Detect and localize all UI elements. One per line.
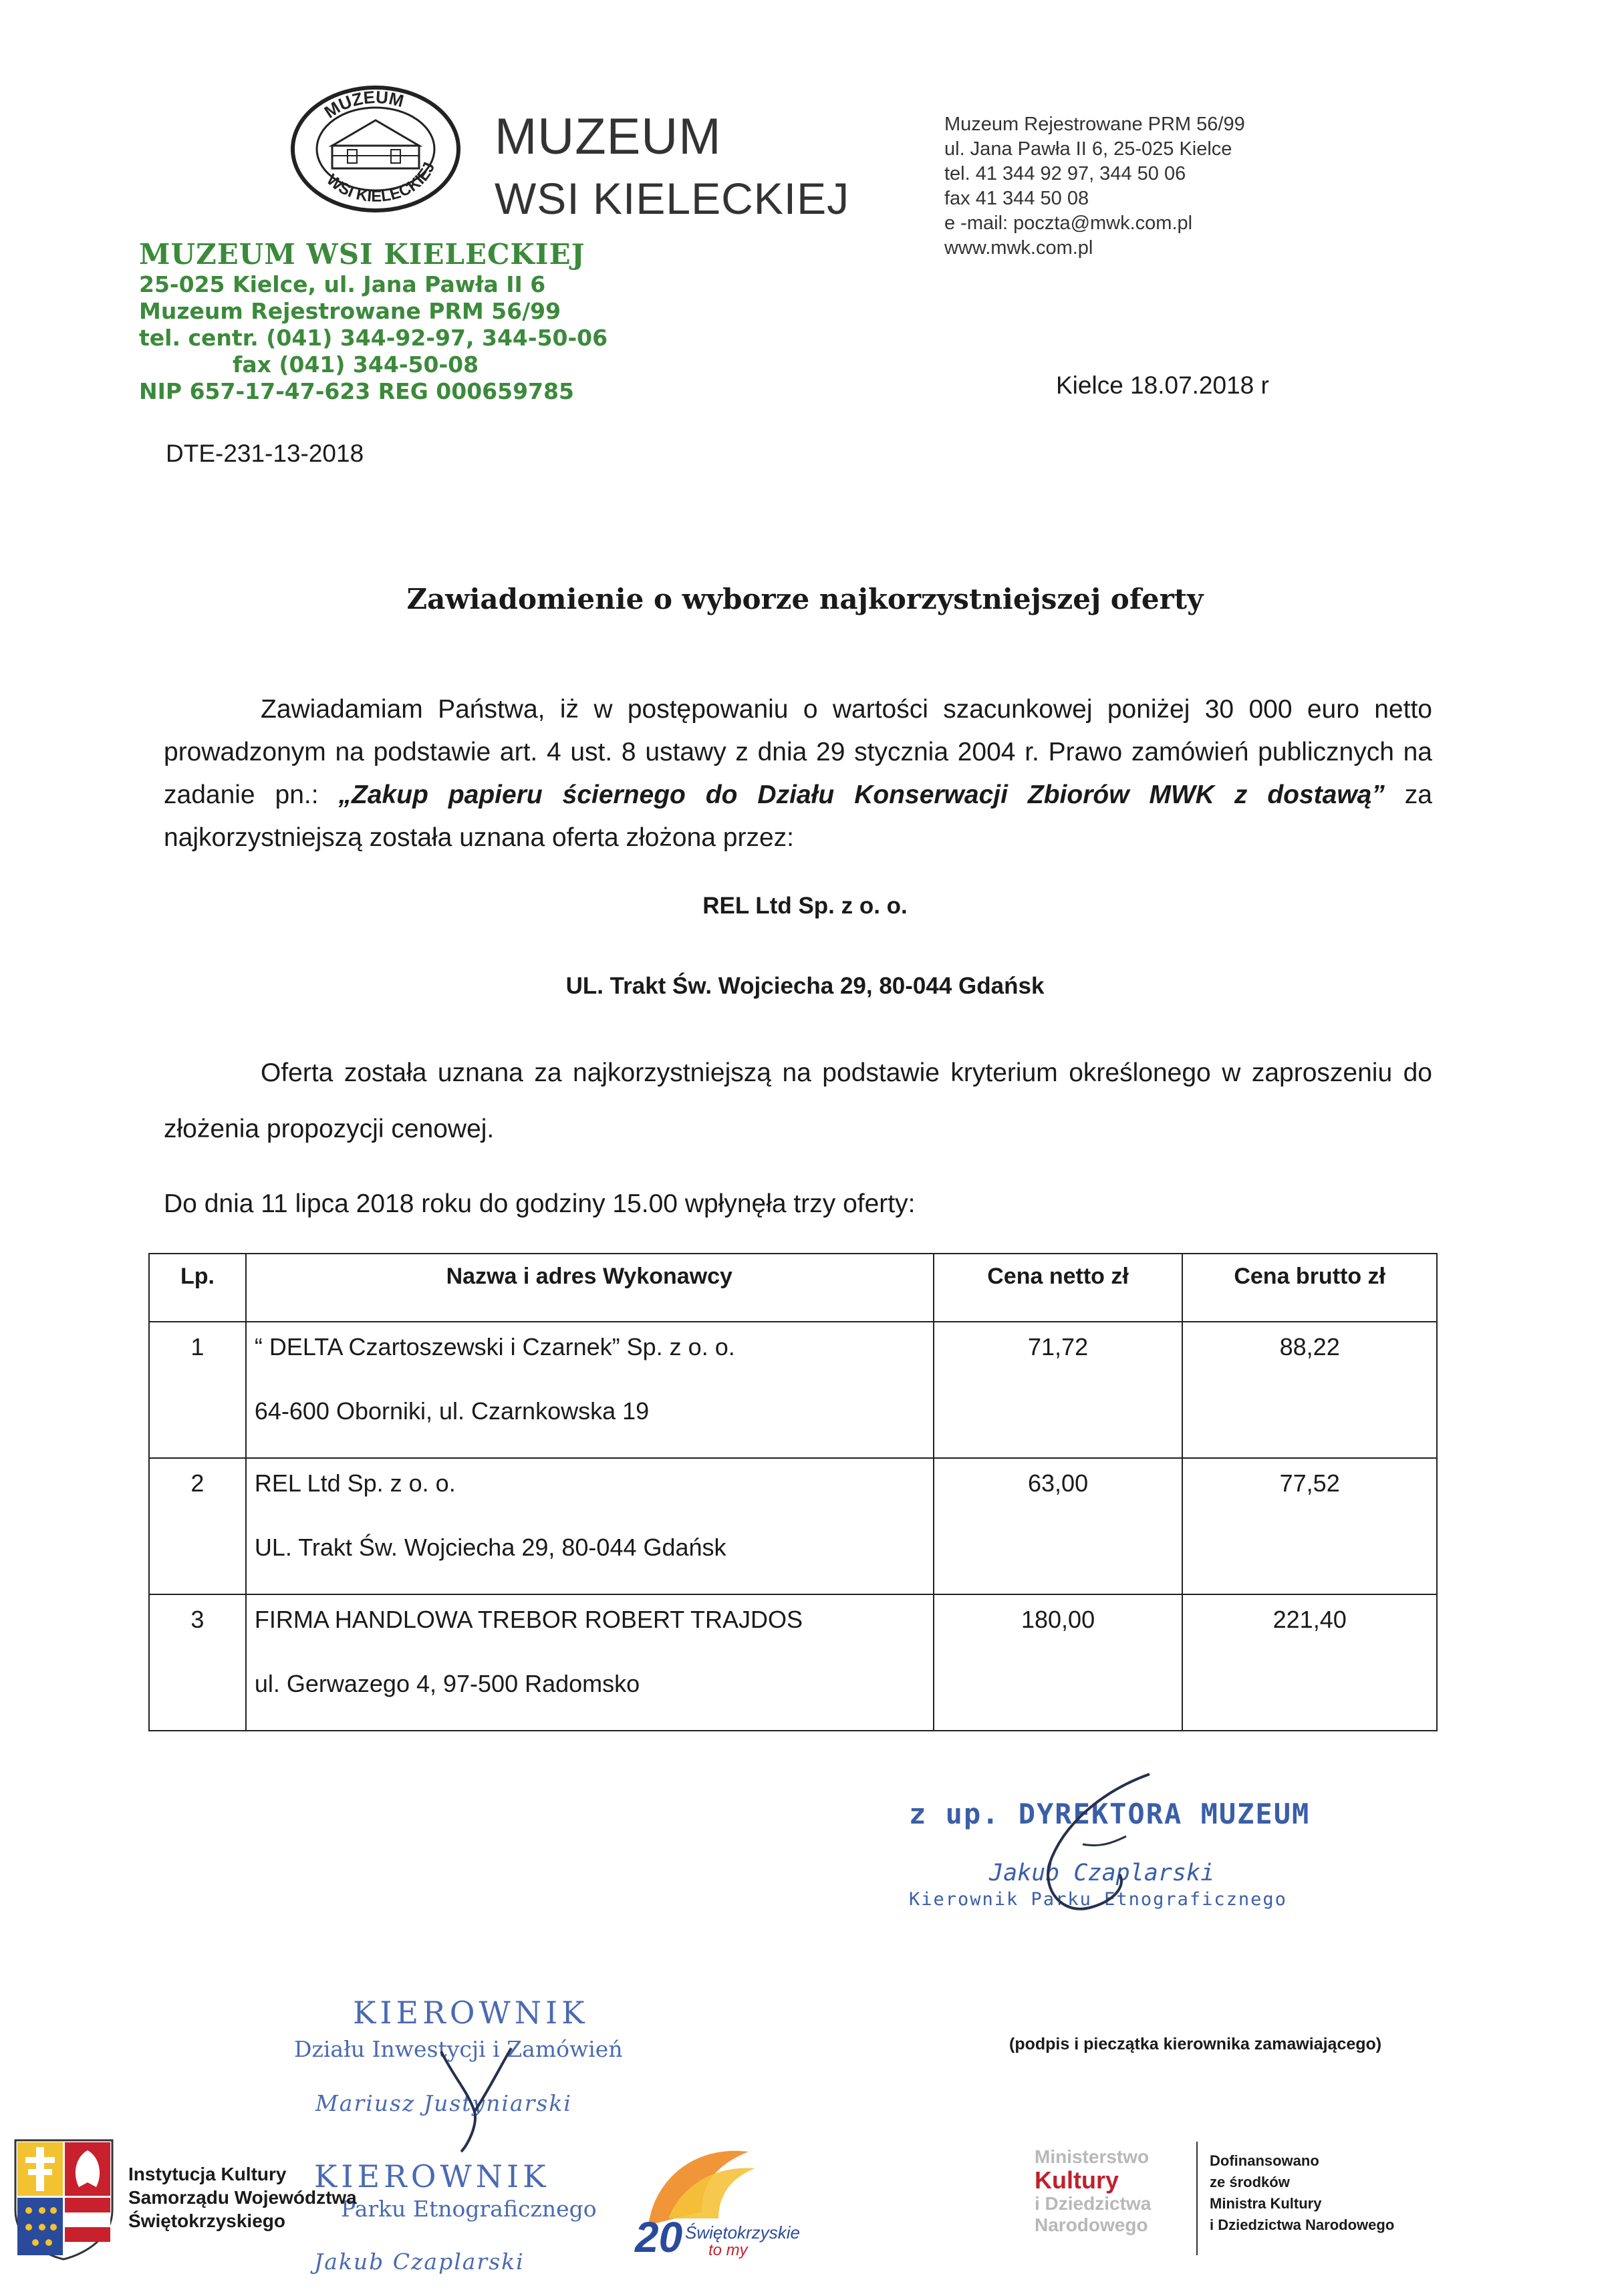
- signature-caption: (podpis i pieczątka kierownika zamawiającego): [1009, 2035, 1382, 2053]
- stamp-line-fax: fax (041) 344-50-08: [233, 351, 479, 378]
- contractor-name: FIRMA HANDLOWA TREBOR ROBERT TRAJDOS: [254, 1606, 803, 1633]
- table-row: [149, 1322, 1437, 1458]
- stamp-line-registry: Muzeum Rejestrowane PRM 56/99: [139, 298, 561, 324]
- contact-website[interactable]: www.mwk.com.pl: [944, 237, 1093, 259]
- contact-address: ul. Jana Pawła II 6, 25-025 Kielce: [944, 138, 1232, 160]
- contact-fax: fax 41 344 50 08: [944, 188, 1089, 209]
- winner-address: UL. Trakt Św. Wojciecha 29, 80-044 Gdańsk: [565, 973, 1045, 999]
- document-title: Zawiadomienie o wyborze najkorzystniejszej oferty: [406, 583, 1204, 615]
- order-subject: „Zakup papieru ściernego do Działu Konserwacji Zbiorów MWK z dostawą”: [338, 780, 1385, 809]
- row-gross-price: 77,52: [1182, 1458, 1437, 1594]
- intro-text-end: za najkorzystniejszą została uznana oferta złożona przez:: [164, 780, 1432, 852]
- offers-table: [148, 1253, 1438, 1731]
- museum-name-line2: WSI KIELECKIEJ: [495, 174, 850, 223]
- table-row: [149, 1594, 1437, 1731]
- row-net-price: 180,00: [934, 1594, 1183, 1731]
- row-net-price: 71,72: [934, 1322, 1183, 1458]
- director-stamp-position: Kierownik Parku Etnograficznego: [909, 1889, 1287, 1910]
- institution-label: [128, 2162, 357, 2233]
- manager-stamp-name: Jakub Czaplarski: [314, 2249, 525, 2275]
- manager-stamp-department: Działu Inwestycji i Zamówień: [294, 2036, 623, 2062]
- stamp-line-nip: NIP 657-17-47-623 REG 000659785: [139, 378, 574, 404]
- manager-signature-scrawl: [428, 2038, 521, 2158]
- row-lp: 2: [149, 1458, 246, 1594]
- svg-text:WSI KIELECKIEJ: WSI KIELECKIEJ: [323, 160, 439, 206]
- ministry-logo: [1035, 2146, 1151, 2236]
- header-gross-price: Cena brutto zł: [1182, 1254, 1437, 1322]
- cofinanced-line4: i Dziedzictwa Narodowego: [1210, 2216, 1395, 2233]
- ministry-line2: Kultury: [1035, 2166, 1119, 2194]
- row-gross-price: 88,22: [1182, 1322, 1437, 1458]
- ministry-line4: Narodowego: [1035, 2214, 1148, 2235]
- director-stamp-name: Jakub Czaplarski: [989, 1860, 1215, 1886]
- table-row: [149, 1458, 1437, 1594]
- cofinanced-line1: Dofinansowano: [1210, 2152, 1319, 2169]
- svg-text:to my: to my: [708, 2241, 748, 2259]
- contractor-name: REL Ltd Sp. z o. o.: [254, 1469, 456, 1497]
- institution-line1: Instytucja Kultury: [128, 2164, 287, 2184]
- row-net-price: 63,00: [934, 1458, 1183, 1594]
- contractor-address: 64-600 Oborniki, ul. Czarnkowska 19: [254, 1397, 650, 1425]
- contractor-name: “ DELTA Czartoszewski i Czarnek” Sp. z o. o.: [254, 1333, 735, 1360]
- institution-line3: Świętokrzyskiego: [128, 2210, 285, 2231]
- table-header-row: [149, 1254, 1437, 1322]
- row-contractor: [246, 1594, 934, 1731]
- contact-email[interactable]: e -mail: poczta@mwk.com.pl: [944, 212, 1193, 234]
- museum-address-stamp: [139, 238, 608, 405]
- manager-stamp-department: Parku Etnograficznego: [341, 2196, 597, 2222]
- svg-text:Świętokrzyskie: Świętokrzyskie: [685, 2222, 800, 2243]
- svg-text:MUZEUM: MUZEUM: [320, 86, 406, 122]
- header-net-price: Cena netto zł: [934, 1254, 1183, 1322]
- contractor-address: UL. Trakt Św. Wojciecha 29, 80-044 Gdańsk: [254, 1534, 726, 1561]
- header-lp: Lp.: [149, 1254, 246, 1322]
- cofinanced-line3: Ministra Kultury: [1210, 2195, 1322, 2212]
- stamp-line-phone: tel. centr. (041) 344-92-97, 344-50-06: [139, 325, 608, 351]
- contact-block: [944, 112, 1245, 261]
- stamp-line-name: MUZEUM WSI KIELECKIEJ: [139, 238, 585, 271]
- contact-registry: Muzeum Rejestrowane PRM 56/99: [944, 114, 1245, 135]
- museum-name-line1: MUZEUM: [495, 108, 722, 165]
- contractor-address: ul. Gerwazego 4, 97-500 Radomsko: [254, 1670, 640, 1697]
- row-contractor: [246, 1322, 934, 1458]
- intro-text-start: Zawiadamiam Państwa, iż w postępowaniu o wartości szacunkowej poniżej 30 000 euro netto prowadzonym na podstawie art. 4 ust. 8 ustawy z dnia 29 stycznia 2004 r. Prawo zamówień publicznych na zadanie pn.:: [164, 695, 1432, 809]
- svg-text:20: 20: [635, 2213, 683, 2259]
- header-contractor: Nazwa i adres Wykonawcy: [246, 1254, 934, 1322]
- offers-intro: Do dnia 11 lipca 2018 roku do godziny 15.00 wpłynęła trzy oferty:: [164, 1189, 916, 1218]
- museum-seal-logo: [291, 86, 461, 212]
- contact-phone: tel. 41 344 92 97, 344 50 06: [944, 163, 1186, 184]
- manager-stamp-title: KIEROWNIK: [353, 1995, 589, 2031]
- ministry-line1: Ministerstwo: [1035, 2146, 1150, 2167]
- justification-paragraph: Oferta została uznana za najkorzystniejszą na podstawie kryterium określonego w zaproszeniu do złożenia propozycji cenowej.: [164, 1058, 1432, 1143]
- manager-stamp-title: KIEROWNIK: [314, 2158, 550, 2194]
- ministry-line3: i Dziedzictwa: [1035, 2193, 1152, 2214]
- date-line: Kielce 18.07.2018 r: [1056, 372, 1269, 399]
- cofinanced-line2: ze środków: [1210, 2174, 1290, 2190]
- cofinanced-label: [1210, 2150, 1394, 2236]
- coat-of-arms-icon: [12, 2137, 116, 2261]
- row-lp: 3: [149, 1594, 246, 1731]
- footer-divider: [1196, 2142, 1198, 2255]
- stamp-line-address: 25-025 Kielce, ul. Jana Pawła II 6: [139, 271, 546, 297]
- intro-paragraph: [164, 688, 1432, 859]
- director-signature-scrawl: [982, 1764, 1170, 1924]
- swietokrzyskie-20-logo: [622, 2138, 829, 2259]
- row-contractor: [246, 1458, 934, 1594]
- institution-line2: Samorządu Województwa: [128, 2187, 357, 2208]
- winner-name: REL Ltd Sp. z o. o.: [702, 893, 908, 919]
- row-lp: 1: [149, 1322, 246, 1458]
- row-gross-price: 221,40: [1182, 1594, 1437, 1731]
- manager-stamp-name: Mariusz Justyniarski: [315, 2090, 572, 2116]
- reference-number: DTE-231-13-2018: [166, 440, 364, 467]
- museum-name: [495, 110, 849, 225]
- director-stamp-title: z up. DYREKTORA MUZEUM: [909, 1798, 1311, 1830]
